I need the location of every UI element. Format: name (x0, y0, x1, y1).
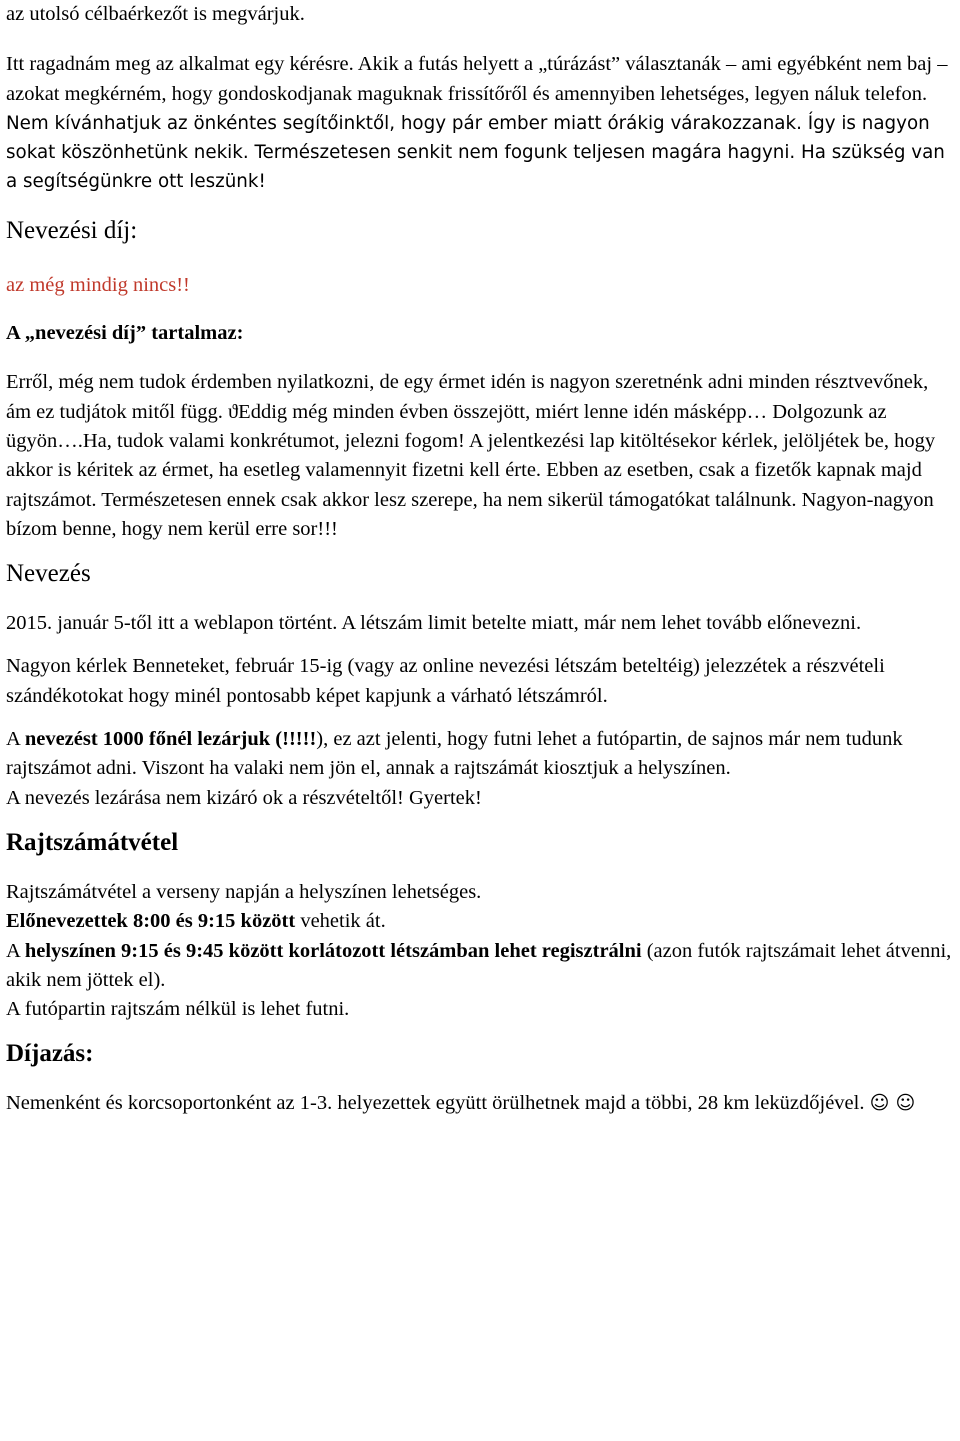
entry-paragraph-4: A nevezés lezárása nem kizáró ok a részvételtől! Gyertek! (6, 786, 482, 809)
awards-heading: Díjazás: (6, 1040, 94, 1068)
intro-line: az utolsó célbaérkezőt is megvárjuk. (6, 3, 305, 25)
pickup-line-4: A futópartin rajtszám nélkül is lehet futni. (6, 998, 350, 1021)
entry-p3-rest: ), ez azt jelenti, hogy futni lehet a futópartin, de sajnos már nem tudunk rajtszámot adni. Viszont ha valaki nem jön el, annak a rajtszámát kiosztjuk a helyszínen. (6, 728, 903, 780)
entry-p3-lead: A (6, 728, 25, 751)
pickup-line-2 (6, 907, 954, 936)
pickup-l3-lead: A (6, 939, 25, 962)
request-paragraph (6, 50, 954, 196)
pickup-l2-bold: Előnevezettek 8:00 és 9:15 között (6, 910, 296, 933)
pickup-l3-rest: (azon futók rajtszámait lehet átvenni, akik nem jöttek el). (6, 939, 952, 991)
awards-body (6, 1089, 954, 1118)
fee-includes-heading: A „nevezési díj” tartalmaz: (6, 322, 244, 345)
pickup-l3-bold: helyszínen 9:15 és 9:45 között korlátozott létszámban lehet regisztrálni (24, 939, 642, 962)
pickup-line-1: Rajtszámátvétel a verseny napján a helyszínen lehetséges. (6, 880, 482, 903)
entry-p3-bold: nevezést 1000 főnél lezárjuk ( (24, 728, 283, 751)
entry-paragraph-2: Nagyon kérlek Benneteket, február 15-ig (vagy az online nevezési létszám beteltéig) jelezzétek a részvételi szándékotokat hogy minél pontosabb képet kapjunk a várható létszámról. (6, 655, 885, 707)
awards-text: Nemenként és korcsoportonként az 1-3. helyezettek együtt örülhetnek majd a többi, 28 km leküzdőjével. (6, 1092, 870, 1115)
smiley-face-icon: ☺ ☺ (869, 1092, 916, 1115)
fee-body: Erről, még nem tudok érdemben nyilatkozni, de egy érmet idén is nagyon szeretnénk adni minden résztvevőnek, ám ez tudjátok mitől függ. ϑEddig még minden évben összejött, miért lenne idén másképp… Dolgozunk az ügyön….Ha, tudok valami konkrétumot, jelezni fogom! A jelentkezési lap kitöltésekor kérlek, jelöljétek be, hogy akkor is kéritek az érmet, ha esetleg valamennyit fizetni kell érte. Ebben az esetben, csak a fizetők kapnak majd rajtszámot. Természetesen ennek csak akkor lesz szerepe, ha nem sikerül támogatókat találnunk. Nagyon-nagyon bízom benne, hogy nem kerül erre sor!!! (6, 371, 936, 540)
pickup-l2-rest: vehetik át. (295, 910, 386, 933)
request-serif-text: Itt ragadnám meg az alkalmat egy kérésre. Akik a futás helyett a „túrázást” választanák – ami egyébként nem baj – azokat megkérném, hogy gondoskodjanak maguknak frissítőről és amennyiben lehetséges, legyen náluk telefon. (6, 53, 948, 105)
pickup-line-3 (6, 937, 954, 996)
entry-paragraph-1: 2015. január 5-től itt a weblapon történt. A létszám limit betelte miatt, már nem lehet tovább előnevezni. (6, 612, 862, 635)
entry-p3-exclaim: !!!!! (282, 728, 317, 751)
pickup-heading: Rajtszámátvétel (6, 828, 179, 856)
entry-heading: Nevezés (6, 560, 91, 588)
fee-note: az még mindig nincs!! (6, 273, 190, 296)
request-sans-text: Nem kívánhatjuk az önkéntes segítőinktől, hogy pár ember miatt órákig várakozzanak. Így is nagyon sokat köszönhetünk nekik. Természetesen senkit nem fogunk teljesen magára hagyni. Ha szükség van a segítségünkre ott leszünk! (6, 112, 945, 193)
fee-heading: Nevezési díj: (6, 216, 138, 244)
entry-paragraph-3 (6, 725, 954, 784)
